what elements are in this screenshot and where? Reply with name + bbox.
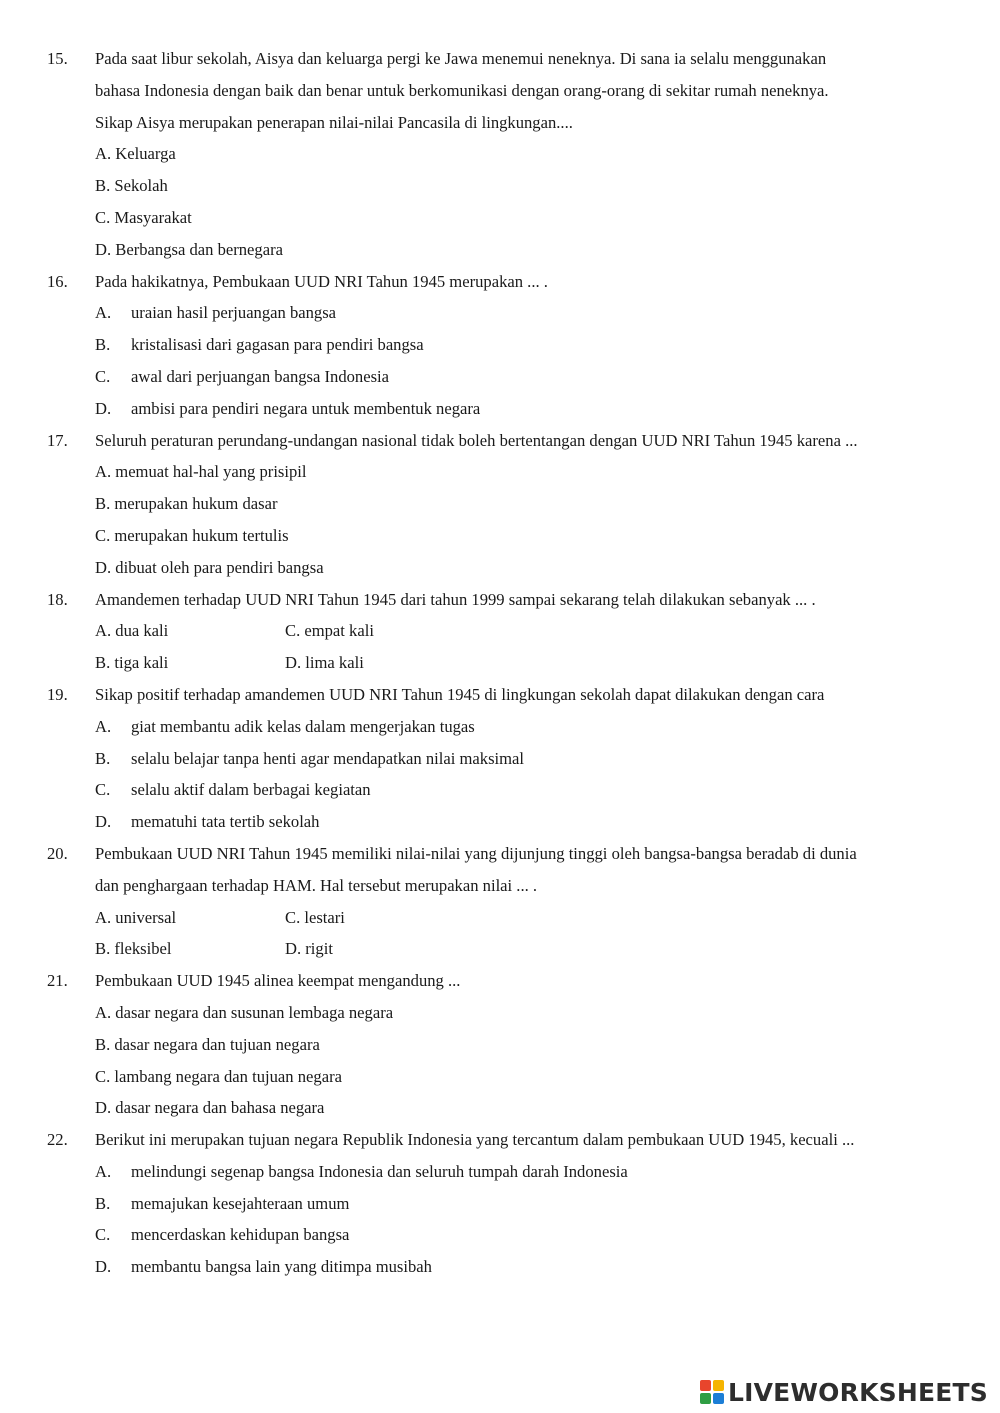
question-text: Pembukaan UUD NRI Tahun 1945 memiliki nilai-nilai yang dijunjung tinggi oleh bangsa-bangsa beradab di dunia (95, 843, 857, 863)
answer-option[interactable] (0, 1096, 1000, 1128)
answer-option[interactable] (0, 556, 1000, 588)
question-line (0, 588, 1000, 620)
option-text: B. dasar negara dan tujuan negara (95, 1034, 320, 1054)
answer-option-row (0, 651, 1000, 683)
option-text: kristalisasi dari gagasan para pendiri bangsa (131, 335, 424, 355)
answer-option[interactable] (0, 1065, 1000, 1097)
answer-option-row (0, 619, 1000, 651)
logo-square-yellow (713, 1380, 724, 1391)
option-text: mencerdaskan kehidupan bangsa (131, 1225, 350, 1245)
option-text: A. memuat hal-hal yang prisipil (95, 462, 307, 482)
answer-option[interactable] (0, 333, 1000, 365)
question-line (0, 47, 1000, 79)
answer-option[interactable] (0, 1223, 1000, 1255)
answer-option[interactable] (0, 397, 1000, 429)
option-text: B. Sekolah (95, 176, 168, 196)
answer-option[interactable]: A. universal (95, 907, 177, 927)
answer-option[interactable] (0, 715, 1000, 747)
answer-option[interactable] (0, 1001, 1000, 1033)
answer-option[interactable] (0, 747, 1000, 779)
question-line (0, 111, 1000, 143)
question-line (0, 969, 1000, 1001)
answer-option[interactable] (0, 365, 1000, 397)
option-text: selalu aktif dalam berbagai kegiatan (131, 780, 371, 800)
answer-option[interactable]: B. fleksibel (95, 939, 172, 959)
question-line (0, 1128, 1000, 1160)
option-text: D. dasar negara dan bahasa negara (95, 1098, 325, 1118)
option-text: uraian hasil perjuangan bangsa (131, 303, 337, 323)
option-text: memajukan kesejahteraan umum (131, 1193, 350, 1213)
question-text: Sikap Aisya merupakan penerapan nilai-nilai Pancasila di lingkungan.... (95, 112, 573, 132)
option-text: C. lambang negara dan tujuan negara (95, 1066, 342, 1086)
question-text: Pembukaan UUD 1945 alinea keempat mengandung ... (95, 971, 461, 991)
answer-option[interactable] (0, 142, 1000, 174)
question-text: Pada hakikatnya, Pembukaan UUD NRI Tahun 1945 merupakan ... . (95, 271, 548, 291)
question-text: Amandemen terhadap UUD NRI Tahun 1945 dari tahun 1999 sampai sekarang telah dilakukan sebanyak ... . (95, 589, 816, 609)
option-text: C. merupakan hukum tertulis (95, 525, 289, 545)
question-text: Berikut ini merupakan tujuan negara Republik Indonesia yang tercantum dalam pembukaan UUD 1945, kecuali ... (95, 1130, 855, 1150)
answer-option[interactable] (0, 492, 1000, 524)
question-20 (0, 842, 1000, 969)
question-number: 22. (47, 1130, 68, 1150)
question-21 (0, 969, 1000, 1128)
answer-option[interactable] (0, 524, 1000, 556)
answer-option[interactable] (0, 174, 1000, 206)
question-number: 20. (47, 843, 68, 863)
logo-square-green (700, 1393, 711, 1404)
answer-option[interactable] (0, 238, 1000, 270)
option-label: C. (95, 366, 111, 386)
question-line (0, 683, 1000, 715)
answer-option[interactable] (0, 460, 1000, 492)
option-text: D. Berbangsa dan bernegara (95, 239, 283, 259)
answer-option[interactable]: D. rigit (285, 939, 333, 959)
question-line (0, 79, 1000, 111)
worksheet-page (0, 47, 1000, 1287)
option-label: B. (95, 335, 111, 355)
answer-option[interactable] (0, 1160, 1000, 1192)
option-text: A. dasar negara dan susunan lembaga negara (95, 1002, 394, 1022)
option-label: D. (95, 812, 112, 832)
question-line (0, 874, 1000, 906)
question-number: 19. (47, 684, 68, 704)
answer-option[interactable] (0, 1192, 1000, 1224)
option-label: C. (95, 1225, 111, 1245)
question-text: Pada saat libur sekolah, Aisya dan keluarga pergi ke Jawa menemui neneknya. Di sana ia selalu menggunakan (95, 49, 827, 68)
answer-option[interactable]: B. tiga kali (95, 653, 169, 673)
question-text: Sikap positif terhadap amandemen UUD NRI Tahun 1945 di lingkungan sekolah dapat dilakukan dengan cara (95, 684, 825, 704)
option-label: A. (95, 1161, 112, 1181)
question-line (0, 429, 1000, 461)
question-line (0, 270, 1000, 302)
question-22 (0, 1128, 1000, 1287)
answer-option[interactable]: C. empat kali (285, 621, 374, 641)
option-label: A. (95, 716, 112, 736)
answer-option[interactable] (0, 1033, 1000, 1065)
question-text: bahasa Indonesia dengan baik dan benar untuk berkomunikasi dengan orang-orang di sekitar rumah neneknya. (95, 80, 829, 100)
answer-option[interactable] (0, 206, 1000, 238)
answer-option[interactable] (0, 810, 1000, 842)
option-text: selalu belajar tanpa henti agar mendapatkan nilai maksimal (131, 748, 525, 768)
option-label: D. (95, 398, 112, 418)
option-text: membantu bangsa lain yang ditimpa musibah (131, 1257, 432, 1277)
option-text: C. Masyarakat (95, 207, 192, 227)
logo-square-blue (713, 1393, 724, 1404)
option-label: A. (95, 303, 112, 323)
logo-mark-icon (700, 1380, 724, 1404)
question-number: 17. (47, 430, 68, 450)
answer-option[interactable] (0, 778, 1000, 810)
question-16 (0, 270, 1000, 429)
answer-option[interactable]: A. dua kali (95, 621, 169, 641)
question-19 (0, 683, 1000, 842)
option-label: D. (95, 1257, 112, 1277)
option-label: B. (95, 1193, 111, 1213)
option-text: A. Keluarga (95, 144, 176, 164)
question-number: 21. (47, 971, 68, 991)
question-number: 15. (47, 49, 68, 68)
answer-option-row (0, 906, 1000, 938)
answer-option[interactable] (0, 301, 1000, 333)
question-15 (0, 47, 1000, 270)
question-17 (0, 429, 1000, 588)
question-number: 18. (47, 589, 68, 609)
question-18 (0, 588, 1000, 683)
question-number: 16. (47, 271, 68, 291)
logo-square-red (700, 1380, 711, 1391)
question-text: Seluruh peraturan perundang-undangan nasional tidak boleh bertentangan dengan UUD NRI Tahun 1945 karena ... (95, 430, 858, 450)
question-line (0, 842, 1000, 874)
option-text: giat membantu adik kelas dalam mengerjakan tugas (131, 716, 475, 736)
option-label: B. (95, 748, 111, 768)
option-label: C. (95, 780, 111, 800)
answer-option[interactable]: C. lestari (285, 907, 345, 927)
question-text: dan penghargaan terhadap HAM. Hal tersebut merupakan nilai ... . (95, 875, 538, 895)
answer-option[interactable] (0, 1255, 1000, 1287)
answer-option[interactable]: D. lima kali (285, 653, 364, 673)
option-text: ambisi para pendiri negara untuk membentuk negara (131, 398, 481, 418)
option-text: melindungi segenap bangsa Indonesia dan seluruh tumpah darah Indonesia (131, 1161, 628, 1181)
answer-option-row (0, 937, 1000, 969)
option-text: mematuhi tata tertib sekolah (131, 812, 320, 832)
option-text: B. merupakan hukum dasar (95, 494, 278, 514)
liveworksheets-logo (700, 1377, 988, 1407)
option-text: D. dibuat oleh para pendiri bangsa (95, 557, 324, 577)
option-text: awal dari perjuangan bangsa Indonesia (131, 366, 390, 386)
logo-text: LIVEWORKSHEETS (727, 1377, 988, 1407)
